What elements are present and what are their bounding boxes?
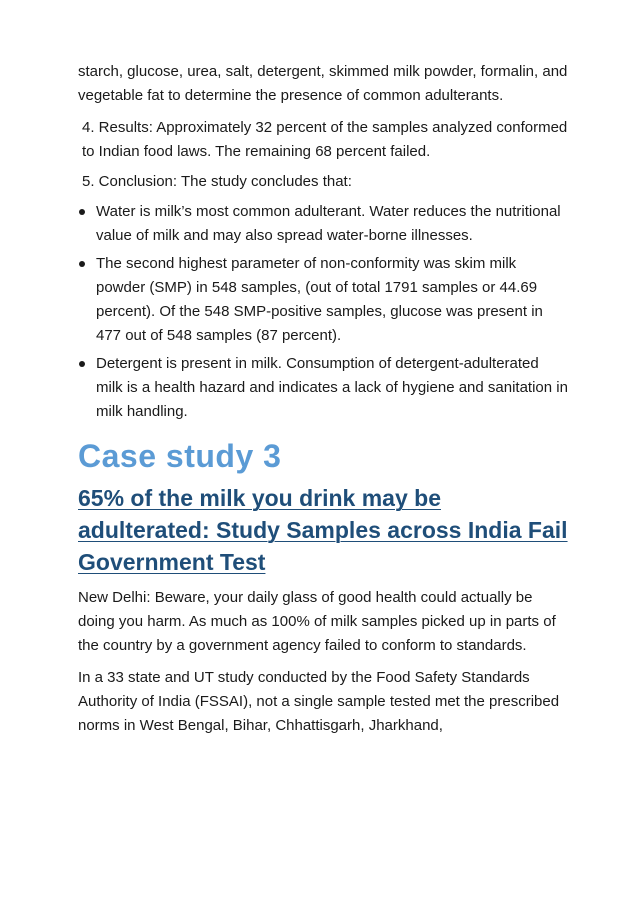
bullet-text: Detergent is present in milk. Consumption of detergent-adulterated milk is a health hazard and indicates a lack of hygiene and sanitation in milk handling. <box>96 355 568 420</box>
bullet-icon <box>79 361 85 367</box>
bullet-icon <box>79 261 85 267</box>
results-paragraph: 4. Results: Approximately 32 percent of the samples analyzed conformed to Indian food laws. The remaining 68 percent failed. <box>82 119 568 160</box>
body-paragraph: In a 33 state and UT study conducted by the Food Safety Standards Authority of India (FSSAI), not a single sample tested met the prescribed norms in West Bengal, Bihar, Chhattisgarh, Jharkhand, <box>78 669 560 734</box>
conclusion-paragraph: 5. Conclusion: The study concludes that: <box>82 173 352 190</box>
case-study-heading: Case study 3 <box>78 438 282 474</box>
conclusion-bullet-list <box>78 200 568 424</box>
bullet-text: Water is milk’s most common adulterant. Water reduces the nutritional value of milk and may also spread water-borne illnesses. <box>96 203 561 244</box>
article-title: 65% of the milk you drink may be adulterated: Study Samples across India Fail Government Test <box>78 485 568 575</box>
list-item <box>78 200 568 248</box>
list-item <box>78 352 568 424</box>
list-item <box>78 252 568 348</box>
body-paragraph: New Delhi: Beware, your daily glass of good health could actually be doing you harm. As much as 100% of milk samples picked up in parts of the country by a government agency failed to conform to standards. <box>78 589 556 654</box>
intro-paragraph: starch, glucose, urea, salt, detergent, skimmed milk powder, formalin, and vegetable fat to determine the presence of common adulterants. <box>78 63 568 104</box>
bullet-icon <box>79 209 85 215</box>
document-page <box>78 60 568 746</box>
bullet-text: The second highest parameter of non-conformity was skim milk powder (SMP) in 548 samples, (out of total 1791 samples or 44.69 percent). Of the 548 SMP-positive samples, glucose was present in 477 out of 548 samples (87 percent). <box>96 255 543 344</box>
